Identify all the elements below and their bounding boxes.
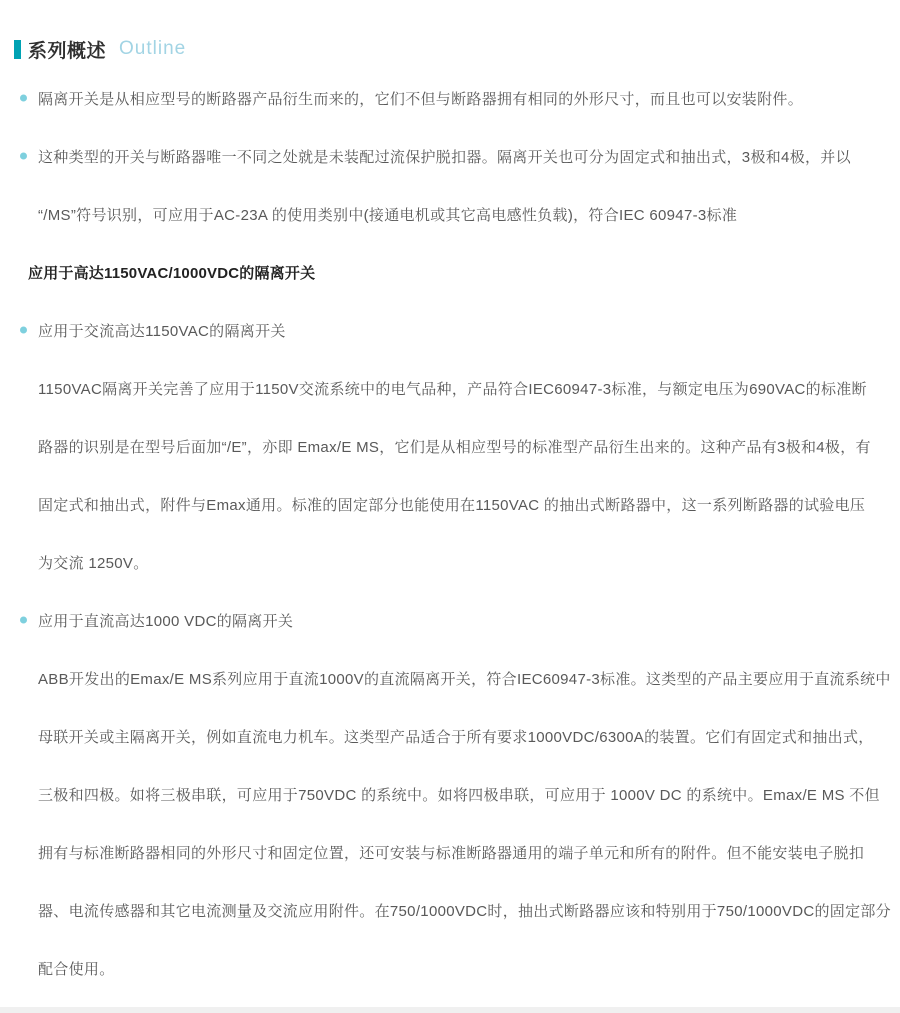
- section-header: [0, 38, 900, 60]
- bullet-item: [0, 301, 900, 359]
- paragraph-line: 为交流 1250V。: [38, 554, 149, 572]
- bullet-icon: [20, 327, 27, 334]
- bullet-title: 应用于交流高达1150VAC的隔离开关: [38, 322, 286, 340]
- bullet-item: [0, 591, 900, 649]
- paragraph-line: 母联开关或主隔离开关，例如直流电力机车。这类型产品适合于所有要求1000VDC/6300A的装置。它们有固定式和抽出式，: [38, 728, 874, 746]
- paragraph-line: “/MS”符号识别，可应用于AC-23A 的使用类别中(接通电机或其它高电感性负载)，符合IEC 60947-3标准: [38, 206, 738, 224]
- paragraph-line: 器、电流传感器和其它电流测量及交流应用附件。在750/1000VDC时，抽出式断路器应该和特别用于750/1000VDC的固定部分: [38, 902, 891, 920]
- title-accent-bar: [14, 40, 21, 59]
- paragraph-line: 路器的识别是在型号后面加“/E”，亦即 Emax/E MS，它们是从相应型号的标准型产品衍生出来的。这种产品有3极和4极，有: [38, 438, 871, 456]
- bullet-icon: [20, 95, 27, 102]
- page-title-en: Outline: [119, 38, 187, 59]
- paragraph-line: 这种类型的开关与断路器唯一不同之处就是未装配过流保护脱扣器。隔离开关也可分为固定式和抽出式，3极和4极，并以: [38, 148, 851, 166]
- bottom-edge-strip: [0, 1007, 900, 1013]
- paragraph-line: ABB开发出的Emax/E MS系列应用于直流1000V的直流隔离开关，符合IEC60947-3标准。这类型的产品主要应用于直流系统中: [38, 670, 891, 688]
- paragraph-line: 隔离开关是从相应型号的断路器产品衍生而来的，它们不但与断路器拥有相同的外形尺寸，而且也可以安装附件。: [38, 90, 804, 108]
- paragraph-line: 固定式和抽出式，附件与Emax通用。标准的固定部分也能使用在1150VAC 的抽出式断路器中，这一系列断路器的试验电压: [38, 496, 866, 514]
- bullet-icon: [20, 617, 27, 624]
- subsection-heading: 应用于高达1150VAC/1000VDC的隔离开关: [28, 264, 316, 282]
- paragraph-line: 1150VAC隔离开关完善了应用于1150V交流系统中的电气品种，产品符合IEC60947-3标准，与额定电压为690VAC的标准断: [38, 380, 867, 398]
- paragraph-line: 拥有与标准断路器相同的外形尺寸和固定位置，还可安装与标准断路器通用的端子单元和所有的附件。但不能安装电子脱扣: [38, 844, 865, 862]
- content-area: [0, 69, 900, 997]
- paragraph-line: 配合使用。: [38, 960, 115, 978]
- bullet-title: 应用于直流高达1000 VDC的隔离开关: [38, 612, 294, 630]
- paragraph-line: 三极和四极。如将三极串联，可应用于750VDC 的系统中。如将四极串联，可应用于 1000V DC 的系统中。Emax/E MS 不但: [38, 786, 880, 804]
- bullet-item: [0, 69, 900, 127]
- bullet-icon: [20, 153, 27, 160]
- page-title-zh: 系列概述: [28, 40, 107, 62]
- bullet-item: [0, 127, 900, 185]
